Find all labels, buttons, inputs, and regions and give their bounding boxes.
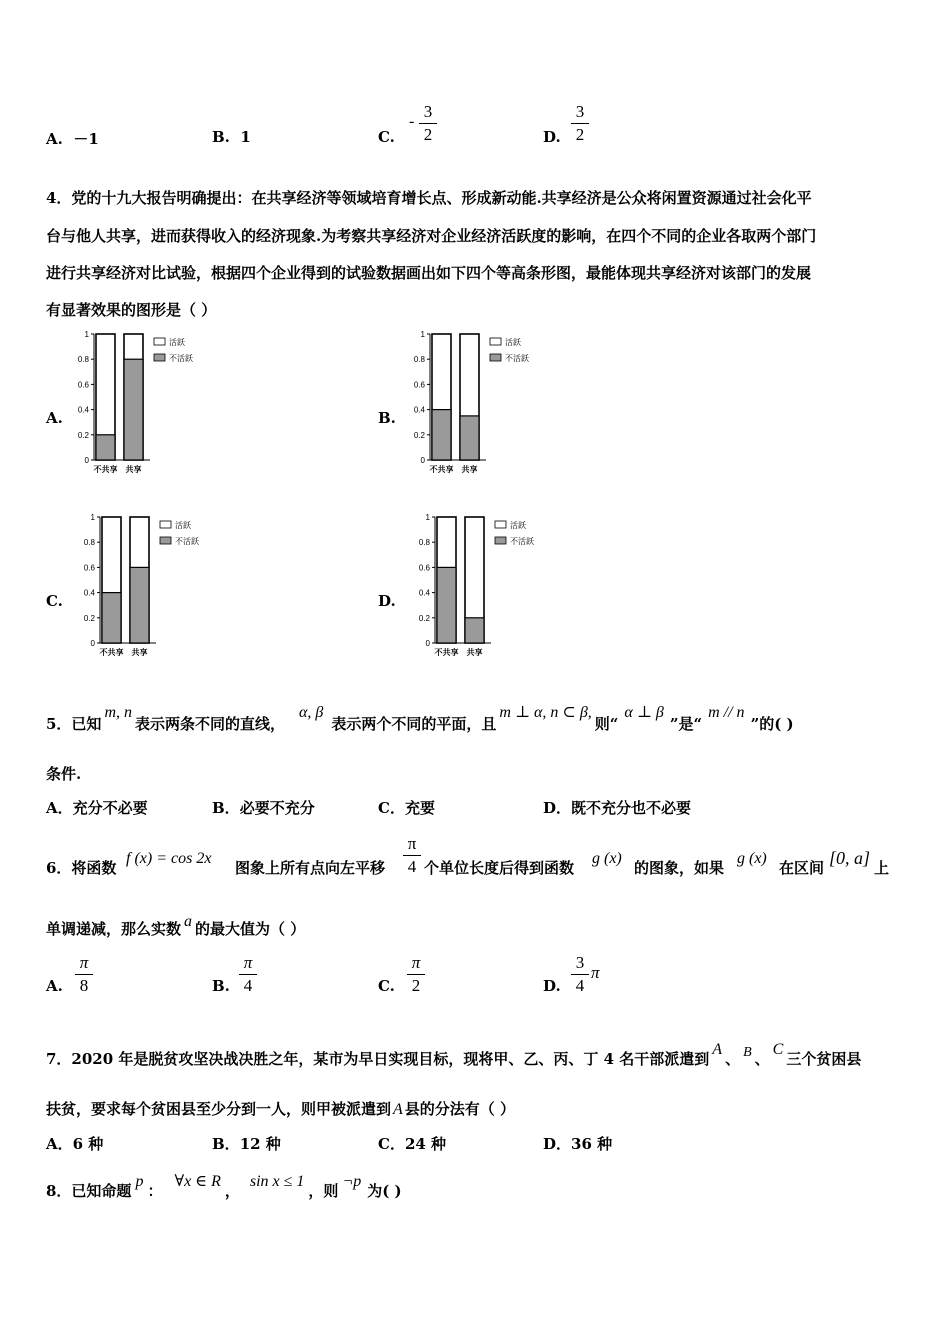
q5-option-a-text: 充分不必要 — [72, 799, 148, 817]
q5-text-6: ”的( ) — [750, 715, 794, 733]
q6-option-d-label: D. — [543, 977, 561, 995]
q8-line-1 — [46, 1173, 402, 1201]
q8-text-4: ，则 — [308, 1182, 339, 1200]
x-category-label: 不共享 — [429, 465, 454, 474]
y-tick-label: 0.8 — [418, 538, 430, 548]
y-tick-label: 0.6 — [413, 380, 425, 390]
q7-sep-1: 、 — [725, 1050, 741, 1068]
q3-option-b-text: 1 — [240, 128, 251, 146]
q7-line-1 — [46, 1041, 862, 1069]
y-tick-label: 0 — [425, 639, 430, 648]
x-category-label: 不共享 — [93, 465, 118, 474]
q4-option-a-label: A. — [46, 409, 63, 427]
x-category-label: 共享 — [466, 648, 483, 657]
chart-a-svg — [74, 326, 214, 478]
fraction-bar — [571, 974, 589, 975]
q6-option-b-numerator: π — [243, 953, 253, 972]
q5-option-a — [46, 797, 148, 818]
y-tick-label: 0.4 — [418, 588, 430, 598]
q5-text-1: 5．已知 — [46, 715, 102, 733]
legend-swatch — [154, 354, 165, 361]
x-category-label: 共享 — [131, 648, 148, 657]
y-tick-label: 0.2 — [418, 613, 430, 623]
chart-a — [74, 326, 214, 478]
q5-math-m-parallel-n: m // n — [708, 704, 745, 721]
q8-text-2: ： — [147, 1182, 163, 1200]
q7-option-b-text: 12 种 — [239, 1135, 281, 1153]
q7-option-c — [378, 1133, 446, 1154]
chart-c-svg — [80, 509, 220, 661]
bar-segment-inactive — [130, 567, 149, 643]
chart-b — [410, 326, 550, 478]
q4-option-c-label: C. — [46, 592, 63, 610]
q7-option-b-label: B． — [212, 1135, 240, 1153]
q6-line-2-text-b: 的最大值为（ ） — [195, 920, 306, 938]
q7-text-2: 三个贫困县 — [786, 1050, 862, 1068]
q7-option-a — [46, 1133, 103, 1154]
q5-option-b-text: 必要不充分 — [239, 799, 315, 817]
q3-option-b-label: B. — [212, 128, 230, 146]
q5-option-d — [543, 797, 691, 818]
q6-text-5: 在区间 — [779, 859, 825, 877]
q5-line-2: 条件. — [46, 765, 82, 783]
q5-text-2: 表示两条不同的直线， — [135, 715, 286, 733]
fraction-bar — [239, 974, 257, 975]
chart-d-svg — [415, 509, 555, 661]
legend-label: 不活跃 — [505, 354, 529, 363]
q6-option-d-numerator: 3 — [575, 953, 585, 972]
fraction-bar — [407, 974, 425, 975]
q4-line-3: 进行共享经济对比试验，根据四个企业得到的试验数据画出如下四个等高条形图，最能体现共享经济对该部门的发展 — [46, 264, 812, 282]
q6-option-a-denominator: 8 — [79, 976, 89, 995]
fraction-bar — [571, 123, 589, 124]
x-category-label: 共享 — [125, 465, 142, 474]
q6-shift-numerator: π — [407, 834, 417, 853]
q7-math-a2: A — [393, 1101, 403, 1118]
bar-segment-inactive — [96, 435, 115, 460]
q7-line-2-text-a: 扶贫，要求每个贫困县至少分到一人，则甲被派遣到 — [46, 1100, 392, 1118]
q6-option-c-label: C. — [378, 977, 395, 995]
q5-option-d-text: 既不充分也不必要 — [571, 799, 692, 817]
q3-option-d-numerator: 3 — [575, 102, 585, 121]
y-tick-label: 0.2 — [83, 613, 95, 623]
legend-label: 活跃 — [175, 521, 191, 530]
q8-text-5: 为( ) — [367, 1182, 402, 1200]
q8-text-1: 8．已知命题 — [46, 1182, 132, 1200]
fraction-bar — [75, 974, 93, 975]
q6-option-d-fraction — [569, 953, 591, 996]
y-tick-label: 0 — [420, 456, 425, 465]
chart-b-svg — [410, 326, 550, 478]
q5-text-3: 表示两个不同的平面，且 — [331, 715, 497, 733]
q6-math-interval: [0, a] — [829, 848, 871, 868]
legend-swatch — [160, 521, 171, 528]
legend-swatch — [490, 354, 501, 361]
bar-segment-inactive — [465, 618, 484, 643]
q6-text-1: 6．将函数 — [46, 859, 117, 877]
q4-line-2: 台与他人共享，进而获得收入的经济现象.为考察共享经济对企业经济活跃度的影响，在四个不同的企业各取两个部门 — [46, 227, 817, 245]
q5-math-alpha-beta: α, β — [299, 704, 324, 721]
q7-option-b — [212, 1133, 281, 1154]
legend-label: 不活跃 — [169, 354, 193, 363]
q5-option-d-label: D． — [543, 799, 572, 817]
q6-text-3: 个单位长度后得到函数 — [424, 859, 575, 877]
q7-option-c-label: C． — [378, 1135, 405, 1153]
q6-shift-fraction — [401, 834, 423, 877]
q6-option-b-fraction — [237, 953, 259, 996]
fraction-bar — [419, 123, 437, 124]
y-tick-label: 0 — [84, 456, 89, 465]
y-tick-label: 0.2 — [413, 430, 425, 440]
chart-c — [80, 509, 220, 661]
q4-line-1: 4．党的十九大报告明确提出：在共享经济等领域培育增长点、形成新动能.共享经济是公众将闲置资源通过社会化平 — [46, 189, 812, 207]
q3-option-c-fraction — [417, 102, 439, 145]
q6-line-2-text-a: 单调递减，那么实数 — [46, 920, 182, 938]
q8-text-3: ， — [224, 1182, 240, 1200]
q8-math-sin: sin x ≤ 1 — [249, 1173, 305, 1190]
y-tick-label: 1 — [90, 513, 95, 522]
q5-math-condition: m ⊥ α, n ⊂ β, — [499, 704, 592, 721]
q3-option-d-fraction — [569, 102, 591, 145]
x-category-label: 不共享 — [434, 648, 459, 657]
q6-text-6: 上 — [874, 859, 890, 877]
q4-option-d-label: D. — [378, 592, 396, 610]
q6-option-a-fraction — [73, 953, 95, 996]
q7-math-c: C — [772, 1041, 784, 1058]
q7-option-d — [543, 1133, 612, 1154]
q5-math-alpha-perp-beta: α ⊥ β — [624, 704, 664, 721]
q3-option-c-numerator: 3 — [423, 102, 433, 121]
q6-option-c-fraction — [405, 953, 427, 996]
legend-label: 活跃 — [169, 338, 185, 347]
q7-option-d-label: D． — [543, 1135, 572, 1153]
q7-line-2 — [46, 1098, 515, 1119]
x-category-label: 共享 — [461, 465, 478, 474]
q5-option-c-label: C． — [378, 799, 405, 817]
q7-option-d-text: 36 种 — [571, 1135, 613, 1153]
y-tick-label: 1 — [420, 330, 425, 339]
legend-label: 活跃 — [510, 521, 526, 530]
y-tick-label: 0.6 — [77, 380, 89, 390]
q3-option-d-denominator: 2 — [575, 125, 585, 144]
q6-shift-denominator: 4 — [407, 857, 417, 876]
q7-option-a-label: A． — [46, 1135, 73, 1153]
legend-swatch — [154, 338, 165, 345]
bar-segment-inactive — [437, 567, 456, 643]
q3-option-a-label: A. — [46, 130, 63, 148]
chart-d — [415, 509, 555, 661]
q8-math-forall: ∀x ∈ R — [174, 1173, 221, 1190]
x-category-label: 不共享 — [99, 648, 124, 657]
q3-option-a-text: －1 — [73, 130, 99, 148]
bar-segment-inactive — [124, 359, 143, 460]
q7-math-a: A — [712, 1041, 723, 1058]
q6-math-f: f (x) = cos 2x — [126, 850, 212, 867]
q5-option-b-label: B． — [212, 799, 240, 817]
y-tick-label: 0.8 — [413, 355, 425, 365]
q6-line-2 — [46, 913, 306, 939]
q6-option-c-numerator: π — [411, 953, 421, 972]
q6-math-g2: g (x) — [737, 850, 767, 867]
q3-option-c-sign: - — [409, 113, 415, 130]
q3-option-c-denominator: 2 — [423, 125, 433, 144]
q8-math-not-p: ¬p — [342, 1173, 362, 1190]
q7-sep-2: 、 — [754, 1050, 770, 1068]
q6-option-b-label: B. — [212, 977, 230, 995]
y-tick-label: 0.6 — [83, 563, 95, 573]
y-tick-label: 0.2 — [77, 430, 89, 440]
q5-math-mn: m, n — [104, 704, 132, 721]
q6-option-b-denominator: 4 — [243, 976, 253, 995]
y-tick-label: 0.4 — [413, 405, 425, 415]
q7-option-a-text: 6 种 — [72, 1135, 104, 1153]
q5-option-c-text: 充要 — [404, 799, 435, 817]
q6-math-a: a — [184, 913, 193, 930]
y-tick-label: 0.8 — [83, 538, 95, 548]
q5-line-1 — [46, 704, 794, 734]
q4-line-4: 有显著效果的图形是（ ） — [46, 301, 217, 319]
fraction-bar — [403, 855, 421, 856]
legend-label: 不活跃 — [510, 537, 534, 546]
q5-text-4: 则“ — [594, 715, 619, 733]
q6-text-2: 图象上所有点向左平移 — [235, 859, 386, 877]
legend-swatch — [160, 537, 171, 544]
y-tick-label: 0.4 — [83, 588, 95, 598]
q6-option-a-numerator: π — [79, 953, 89, 972]
legend-swatch — [495, 521, 506, 528]
legend-swatch — [495, 537, 506, 544]
q7-math-b: B — [743, 1045, 752, 1060]
y-tick-label: 0.8 — [77, 355, 89, 365]
q6-text-4: 的图象，如果 — [634, 859, 725, 877]
bar-segment-inactive — [432, 410, 451, 460]
q5-option-a-label: A． — [46, 799, 73, 817]
q3-option-a — [46, 128, 99, 149]
y-tick-label: 1 — [84, 330, 89, 339]
q6-option-d-pi: π — [591, 963, 600, 982]
q6-math-g: g (x) — [592, 850, 622, 867]
q7-line-2-text-b: 县的分法有（ ） — [404, 1100, 516, 1118]
y-tick-label: 0.6 — [418, 563, 430, 573]
q3-option-b — [212, 128, 251, 146]
y-tick-label: 1 — [425, 513, 430, 522]
bar-segment-inactive — [460, 416, 479, 460]
bar-segment-inactive — [102, 593, 121, 643]
legend-swatch — [490, 338, 501, 345]
legend-label: 不活跃 — [175, 537, 199, 546]
q3-option-c-label: C. — [378, 128, 395, 146]
y-tick-label: 0 — [90, 639, 95, 648]
q7-option-c-text: 24 种 — [404, 1135, 447, 1153]
q5-option-b — [212, 797, 315, 818]
q5-option-c — [378, 797, 435, 818]
q6-option-a-label: A. — [46, 977, 63, 995]
q5-text-5: ”是“ — [669, 715, 703, 733]
q7-text-1: 7．2020 年是脱贫攻坚决战决胜之年，某市为早日实现目标，现将甲、乙、丙、丁 4 名干部派遣到 — [46, 1050, 710, 1068]
q6-option-c-denominator: 2 — [411, 976, 421, 995]
q4-option-b-label: B. — [378, 409, 396, 427]
y-tick-label: 0.4 — [77, 405, 89, 415]
q6-option-d-denominator: 4 — [575, 976, 585, 995]
q3-option-d-label: D. — [543, 128, 561, 146]
legend-label: 活跃 — [505, 338, 521, 347]
q8-math-p: p — [135, 1173, 144, 1190]
